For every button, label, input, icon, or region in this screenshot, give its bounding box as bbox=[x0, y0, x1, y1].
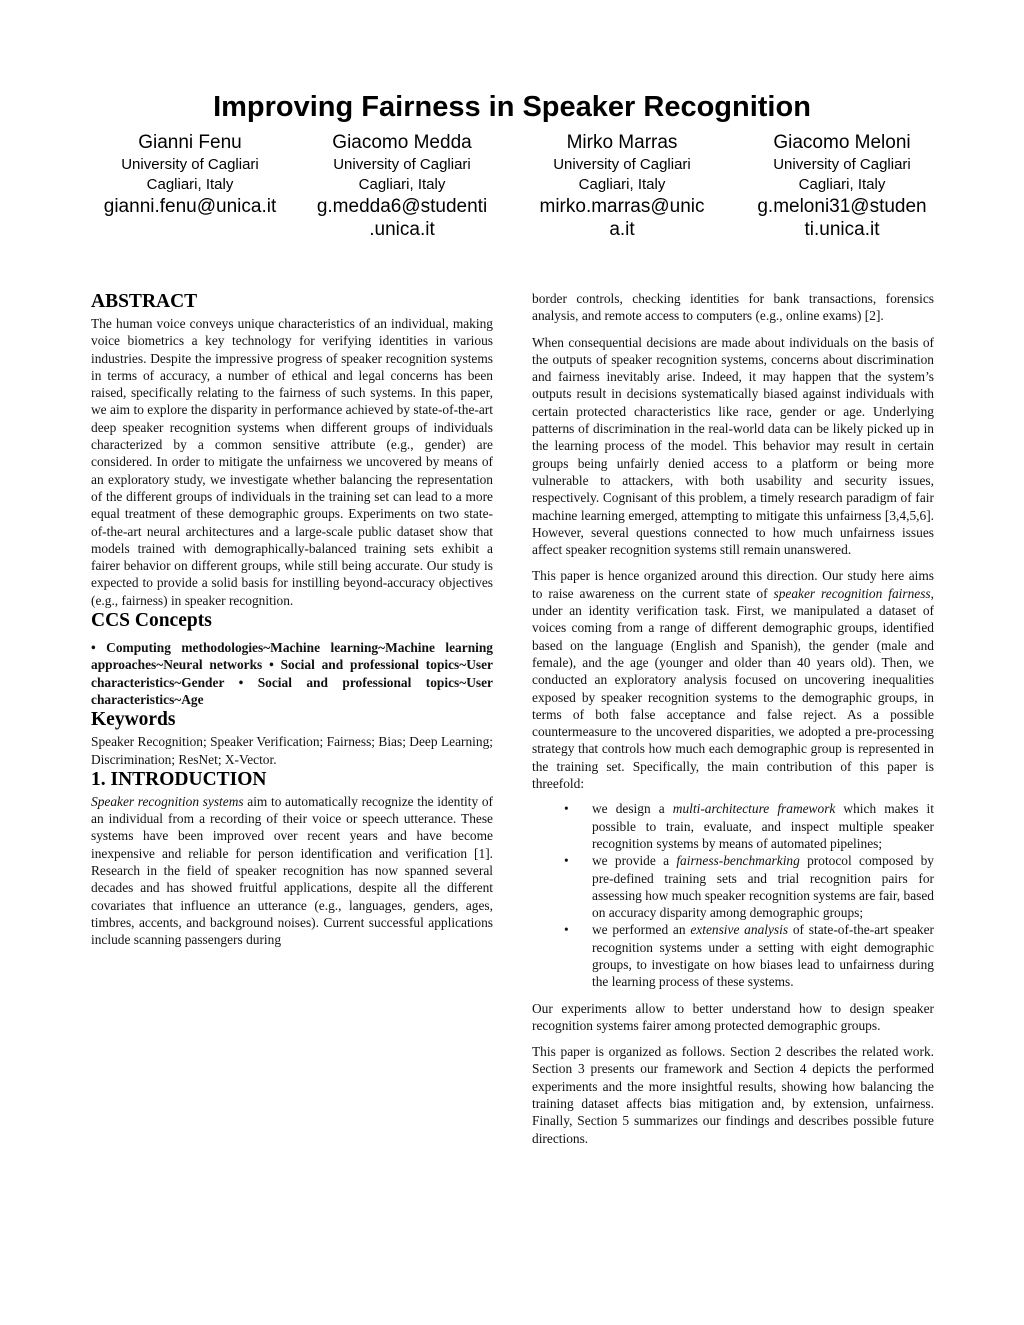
list-item bbox=[564, 921, 934, 990]
list-emphasis: extensive analysis bbox=[690, 922, 789, 938]
intro-paragraph-2: When consequential decisions are made about individuals on the basis of the outputs of speaker recognition systems, concerns about discrimination and fairness inevitably arise. Indeed, it may happen that the system’s outputs result in decisions systematically biased against individuals with certain protected characteristics like race, gender or age. Underlying patterns of discrimination in the real-world data can be likely picked up in the learning process of the model. This behavior may result in certain groups being unfairly denied access to a platform or being more vulnerable to attackers, with both usability and security issues, respectively. Cognisant of this problem, a timely research paradigm of fair machine learning emerged, attempting to mitigate this unfairness [3,4,5,6]. However, several questions connected to how much unfairness issues affect speaker recognition systems still remain unanswered. bbox=[532, 334, 934, 558]
author-name: Mirko Marras bbox=[566, 132, 678, 153]
author-name: Gianni Fenu bbox=[138, 132, 242, 153]
intro-text: This paper is hence organized around this direction. Our study here aims to raise awareness on the current state of bbox=[532, 568, 934, 601]
author-location: Cagliari, Italy bbox=[578, 176, 666, 193]
author-email-cont: a.it bbox=[609, 219, 635, 240]
abstract-text: The human voice conveys unique characteristics of an individual, making voice biometrics a key technology for verifying identities in various industries. Despite the impressive progress of speaker recognition systems in terms of accuracy, a number of ethical and legal concerns has been raised, specifically relating to the fairness of such systems. In this paper, we aim to explore the disparity in performance achieved by state-of-the-art deep speaker recognition systems when different groups of individuals characterized by a common sensitive attribute (e.g., gender) are considered. In order to mitigate the unfairness we uncovered by means of an exploratory study, we investigate whether balancing the representation of the different groups of individuals in the training set can lead to a more equal treatment of these demographic groups. Experiments on two state-of-the-art neural architectures and a large-scale public dataset show that models trained with demographically-balanced training sets exhibit a fairer behavior on different groups, while still being accurate. Our study is expected to provide a solid basis for instilling beyond-accuracy objectives (e.g., fairness) in speaker recognition. bbox=[91, 316, 493, 608]
author-email: g.medda6@studenti bbox=[316, 196, 488, 217]
list-emphasis: fairness-benchmarking bbox=[676, 853, 800, 869]
author-block bbox=[90, 131, 944, 243]
bullet-icon: • bbox=[564, 853, 569, 869]
intro-emphasis: speaker recognition fairness bbox=[773, 585, 931, 601]
intro-paragraph-4: Our experiments allow to better understand how to design speaker recognition systems fairer among protected demographic groups. bbox=[532, 1000, 934, 1033]
author-2 bbox=[302, 131, 502, 241]
author-email: g.meloni31@studen bbox=[757, 196, 927, 217]
intro-text: aim to automatically recognize the identity of an individual from a recording of their voice or speech utterance. These systems have been improved over recent years and have become inexpensive and reliable for person identification and verification [1]. Research in the field of speaker recognition has now spanned several decades and has showed fruitful applications, despite all the different covariates that influence an utterance (e.g., languages, genders, ages, timbres, accents, and background noises). Current successful applications include scanning passengers during bbox=[91, 793, 493, 948]
keywords-heading: Keywords bbox=[91, 709, 176, 731]
intro-paragraph-1-continued: border controls, checking identities for bank transactions, forensics analysis, and remote access to computers (e.g., online exams) [2]. bbox=[532, 291, 934, 324]
ccs-heading: CCS Concepts bbox=[91, 610, 212, 632]
list-text: we provide a bbox=[592, 853, 677, 869]
author-4 bbox=[742, 131, 942, 241]
intro-paragraph-1 bbox=[91, 793, 493, 949]
list-item bbox=[564, 852, 934, 921]
author-affiliation: University of Cagliari bbox=[773, 156, 911, 173]
author-1 bbox=[90, 131, 290, 218]
list-text: we performed an bbox=[592, 922, 691, 938]
contribution-list bbox=[532, 800, 934, 990]
list-text: which makes it possible to train, evaluate, and inspect multiple speaker recognition systems by means of automated pipelines; bbox=[592, 801, 934, 851]
intro-paragraph-5: This paper is organized as follows. Section 2 describes the related work. Section 3 presents our framework and Section 4 depicts the performed experiments and the more insightful results, showing how balancing the training dataset affects bias mitigation and, by extension, unfairness. Finally, Section 5 summarizes our findings and describes possible future directions. bbox=[532, 1044, 934, 1146]
author-email: gianni.fenu@unica.it bbox=[103, 196, 277, 217]
keywords-text: Speaker Recognition; Speaker Verification; Fairness; Bias; Deep Learning; Discrimination; ResNet; X-Vector. bbox=[91, 734, 493, 767]
author-affiliation: University of Cagliari bbox=[121, 156, 259, 173]
author-affiliation: University of Cagliari bbox=[333, 156, 471, 173]
intro-text: , under an identity verification task. First, we manipulated a dataset of voices coming from a range of different demographic groups, identified based on the language (English and Spanish), the gender (male and female), and the age (younger and older than 40 years old). Then, we conducted an exploratory analysis focused on uncovering inequalities exposed by speaker recognition systems to the demographic groups, in terms of both false acceptance and false reject. As a possible countermeasure to the uncovered disparities, we adopted a pre-processing strategy that controls how much each demographic group is represented in the training set. Specifically, the main contribution of this paper is threefold: bbox=[532, 585, 934, 792]
list-emphasis: multi-architecture framework bbox=[672, 801, 836, 817]
bullet-icon: • bbox=[564, 922, 569, 938]
author-email: mirko.marras@unic bbox=[539, 196, 705, 217]
author-3 bbox=[522, 131, 722, 241]
list-text: we design a bbox=[592, 801, 673, 817]
author-location: Cagliari, Italy bbox=[146, 176, 234, 193]
ccs-concepts-text: • Computing methodologies~Machine learning~Machine learning approaches~Neural networks • Social and professional topics~User characteristics~Gender • Social and professional topics~User characteristics~Age bbox=[91, 640, 493, 707]
author-location: Cagliari, Italy bbox=[798, 176, 886, 193]
author-email-cont: ti.unica.it bbox=[804, 219, 880, 240]
author-email-cont: .unica.it bbox=[369, 219, 435, 240]
author-name: Giacomo Medda bbox=[332, 132, 472, 153]
list-text: protocol composed by pre-defined training sets and trial recognition pairs for assessing how much speaker recognition systems are fair, based on accuracy disparity among demographic groups; bbox=[592, 853, 934, 921]
intro-emphasis: Speaker recognition systems bbox=[91, 793, 244, 809]
bullet-icon: • bbox=[564, 801, 569, 817]
list-text: of state-of-the-art speaker recognition systems under a setting with eight demographic groups, to investigate on how biases lead to unfairness during the learning process of these systems. bbox=[592, 922, 934, 990]
intro-paragraph-3 bbox=[532, 567, 934, 792]
paper-title: Improving Fairness in Speaker Recognition bbox=[213, 91, 811, 123]
left-column bbox=[91, 290, 493, 949]
author-location: Cagliari, Italy bbox=[358, 176, 446, 193]
abstract-heading: ABSTRACT bbox=[91, 291, 198, 312]
author-affiliation: University of Cagliari bbox=[553, 156, 691, 173]
introduction-heading: 1. INTRODUCTION bbox=[91, 768, 267, 790]
right-column bbox=[532, 290, 934, 1147]
list-item bbox=[564, 800, 934, 852]
author-name: Giacomo Meloni bbox=[773, 132, 911, 153]
